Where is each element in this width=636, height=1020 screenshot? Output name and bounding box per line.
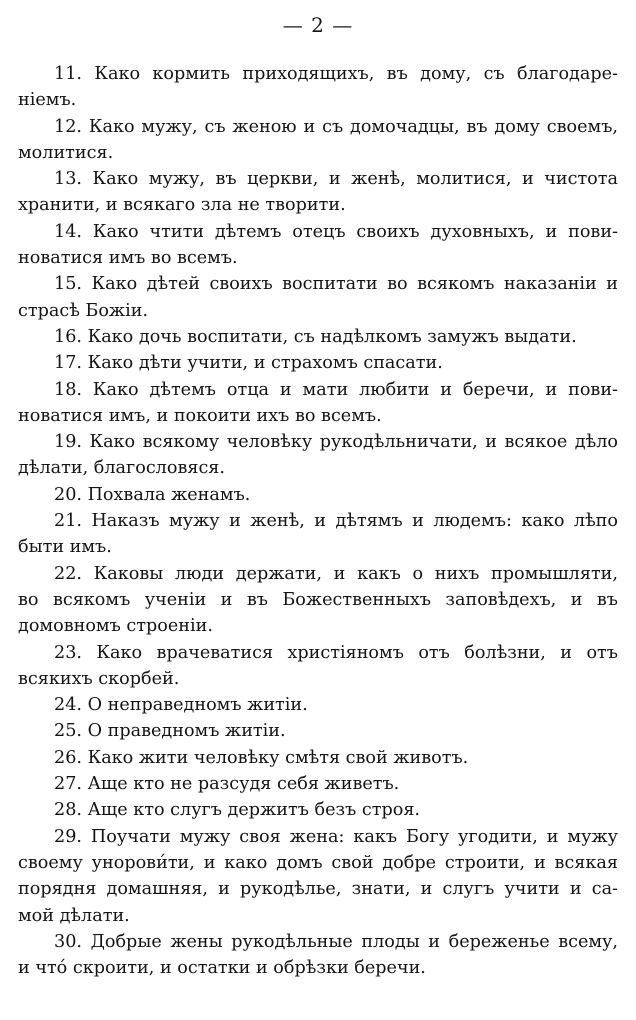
contents-entry <box>18 324 618 350</box>
entry-line: 30. Добрые жены рукодѣльные плоды и береженье всему, <box>54 931 618 952</box>
entry-line: 14. Како чтити дѣтемъ отецъ своихъ духовныхъ, и пови- <box>54 221 618 242</box>
contents-entry <box>18 745 618 771</box>
table-of-contents <box>18 61 618 981</box>
contents-entry <box>18 114 618 167</box>
contents-entry <box>18 429 618 482</box>
contents-entry <box>18 219 618 272</box>
entry-line: 26. Како жити человѣку смѣтя свой животъ. <box>54 747 469 768</box>
entry-line: 27. Аще кто не разсудя себя живетъ. <box>54 774 400 795</box>
entry-line: 19. Како всякому человѣку рукодѣльничати, и всякое дѣло <box>54 432 618 453</box>
contents-entry <box>18 377 618 430</box>
entry-line: во всякомъ ученіи и въ Божественныхъ заповѣдехъ, и въ <box>18 589 618 610</box>
entry-line: 17. Како дѣти учити, и страхомъ спасати. <box>54 353 443 374</box>
contents-entry <box>18 561 618 640</box>
page-number: — 2 — <box>282 13 354 37</box>
entry-line: новатися имъ во всемъ. <box>18 248 238 269</box>
entry-line: 11. Како кормить приходящихъ, въ дому, съ благодаре- <box>54 64 618 84</box>
entry-line: порядня домашняя, и рукодѣлье, знати, и слугъ учити и са- <box>18 879 618 900</box>
contents-entry <box>18 508 618 561</box>
contents-entry <box>18 61 618 114</box>
contents-entry <box>18 350 618 376</box>
entry-line: быти имъ. <box>18 537 112 558</box>
contents-entry <box>18 797 618 823</box>
entry-line: домовномъ строеніи. <box>18 616 213 637</box>
contents-entry <box>18 271 618 324</box>
entry-line: всякихъ скорбей. <box>18 668 180 689</box>
entry-line: молитися. <box>18 142 114 163</box>
entry-line: ніемъ. <box>18 90 77 111</box>
entry-line: 20. Похвала женамъ. <box>54 484 251 505</box>
entry-line: 28. Аще кто слугъ держитъ безъ строя. <box>54 800 421 821</box>
contents-entry <box>18 166 618 219</box>
contents-entry <box>18 771 618 797</box>
entry-line: дѣлати, благословяся. <box>18 458 225 479</box>
contents-entry <box>18 718 618 744</box>
entry-line: 13. Како мужу, въ церкви, и женѣ, молитися, и чистота <box>54 169 618 190</box>
contents-entry <box>18 824 618 929</box>
entry-line: и что́ скроити, и остатки и обрѣзки беречи. <box>18 958 426 979</box>
contents-entry <box>18 929 618 982</box>
entry-line: 24. О неправедномъ житіи. <box>54 695 308 716</box>
entry-line: 12. Како мужу, съ женою и съ домочадцы, въ дому своемъ, <box>54 116 618 137</box>
entry-line: 25. О праведномъ житіи. <box>54 721 286 742</box>
entry-line: 15. Како дѣтей своихъ воспитати во всякомъ наказаніи и <box>54 274 618 295</box>
entry-line: новатися имъ, и покоити ихъ во всемъ. <box>18 405 382 426</box>
page <box>18 10 618 981</box>
entry-line: 16. Како дочь воспитати, съ надѣлкомъ замужъ выдати. <box>54 326 577 347</box>
contents-entry <box>18 692 618 718</box>
entry-line: своему унорови́ти, и како домъ свой добре строити, и всякая <box>18 852 618 873</box>
entry-line: мой дѣлати. <box>18 905 130 926</box>
entry-line: 21. Наказъ мужу и женѣ, и дѣтямъ и людемъ: како лѣпо <box>54 511 618 532</box>
entry-line: 23. Како врачеватися христіяномъ отъ болѣзни, и отъ <box>54 642 618 663</box>
entry-line: 22. Каковы люди держати, и какъ о нихъ промышляти, <box>54 563 618 584</box>
entry-line: 18. Како дѣтемъ отца и мати любити и беречи, и пови- <box>54 379 618 400</box>
contents-entry <box>18 640 618 693</box>
entry-line: 29. Поучати мужу своя жена: какъ Богу угодити, и мужу <box>54 826 618 847</box>
contents-entry <box>18 482 618 508</box>
entry-line: страсѣ Божіи. <box>18 300 149 321</box>
entry-line: хранити, и всякаго зла не творити. <box>18 195 346 216</box>
